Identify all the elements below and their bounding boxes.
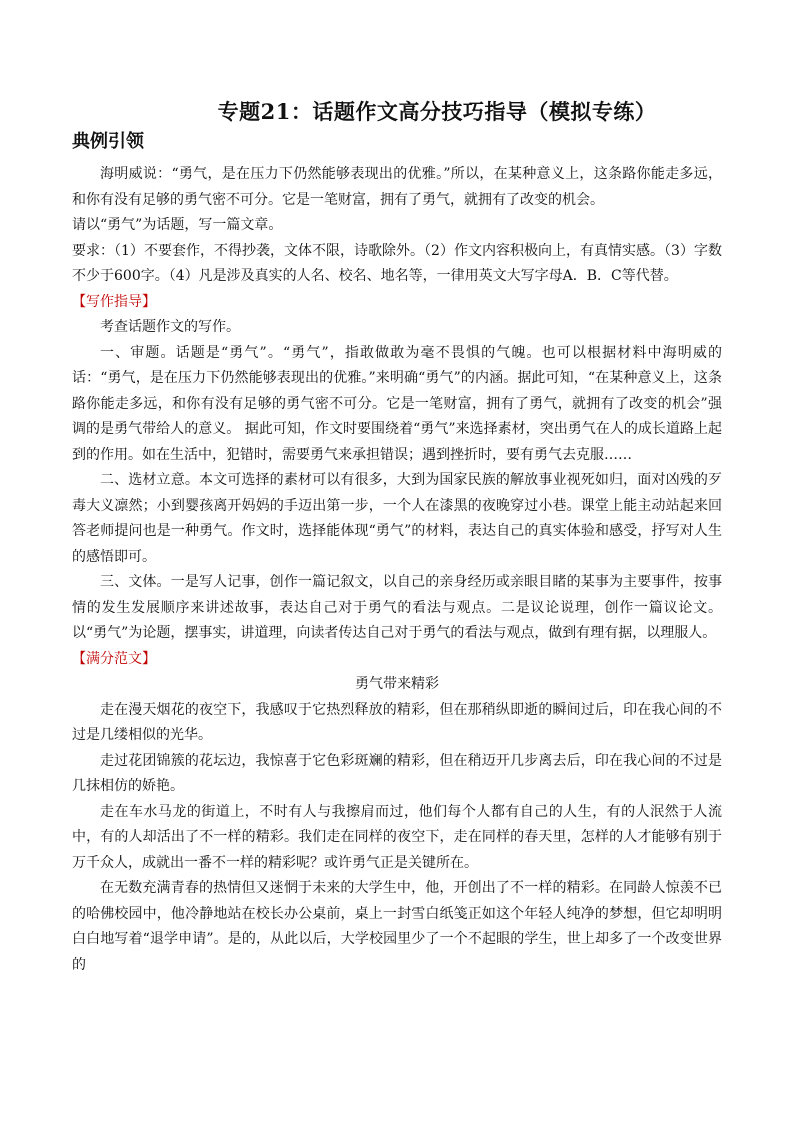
- essay-paragraph: 走在车水马龙的街道上，不时有人与我擦肩而过，他们每个人都有自己的人生，有的人泯然于人流中，有的人却活出了不一样的精彩。我们走在同样的夜空下，走在同样的春天里，怎样的人才能够有别于万千众人，成就出一番不一样的精彩呢？或许勇气正是关键所在。: [72, 803, 722, 871]
- section-heading: 典例引领: [72, 131, 144, 152]
- writing-guidance: [72, 315, 722, 647]
- essay-paragraph: 走在漫天烟花的夜空下，我感叹于它热烈释放的精彩，但在那稍纵即逝的瞬间过后，印在我心间的不过是几缕相似的光华。: [72, 701, 722, 743]
- prompt-requirements: 要求：（1）不要套作，不得抄袭，文体不限，诗歌除外。（2）作文内容积极向上，有真情实感。（3）字数不少于600字。（4）凡是涉及真实的人名、校名、地名等，一律用英文大写字母A．B．C等代替。: [72, 242, 722, 284]
- essay-paragraph: 在无数充满青春的热情但又迷惘于未来的大学生中，他，开创出了不一样的精彩。在同龄人惊羡不已的哈佛校园中，他冷静地站在校长办公桌前，桌上一封雪白纸笺正如这个年轻人纯净的梦想，但它却明明白白地写着“退学申请”。是的，从此以后，大学校园里少了一个不起眼的学生，世上却多了一个改变世界的: [72, 880, 722, 973]
- prompt-task: 请以“勇气”为话题，写一篇文章。: [72, 217, 283, 233]
- essay-title: 勇气带来精彩: [355, 676, 439, 692]
- writing-guidance-label: 【写作指导】: [72, 293, 156, 310]
- guidance-paragraph: 三、文体。一是写人记事，创作一篇记叙文，以自己的亲身经历或亲眼目睹的某事为主要事件，按事情的发生发展顺序来讲述故事，表达自己对于勇气的看法与观点。二是议论说理，创作一篇议论文。以“勇气”为论题，摆事实，讲道理，向读者传达自己对于勇气的看法与观点，做到有理有据，以理服人。: [72, 574, 722, 641]
- model-essay-label: 【满分范文】: [72, 650, 156, 667]
- prompt-quote: 海明威说：“勇气，是在压力下仍然能够表现出的优雅。”所以，在某种意义上，这条路你能走多远，和你有没有足够的勇气密不可分。它是一笔财富，拥有了勇气，就拥有了改变的机会。: [72, 166, 722, 208]
- guidance-paragraph: 考查话题作文的写作。: [100, 319, 240, 335]
- essay-paragraph: 走过花团锦簇的花坛边，我惊喜于它色彩斑斓的精彩，但在稍迈开几步离去后，印在我心间的不过是几抹相仿的娇艳。: [72, 752, 722, 794]
- guidance-paragraph: 一、审题。话题是“勇气”。“勇气”，指敢做敢为毫不畏惧的气魄。也可以根据材料中海明威的话：“勇气，是在压力下仍然能够表现出的优雅。”来明确“勇气”的内涵。据此可知，“在某种意义上，这条路你能走多远，和你有没有足够的勇气密不可分。它是一笔财富，拥有了勇气，就拥有了改变的机会”强调的是勇气带给人的意义。 据此可知，作文时要围绕着“勇气”来选择素材，突出勇气在人的成长道路上起到的作用。如在生活中，犯错时，需要勇气来承担错误；遇到挫折时，要有勇气去克服……: [72, 344, 722, 463]
- page-title: 专题21：话题作文高分技巧指导（模拟专练）: [217, 99, 657, 124]
- model-essay: [72, 672, 722, 978]
- guidance-paragraph: 二、选材立意。本文可选择的素材可以有很多，大到为国家民族的解放事业视死如归，面对凶残的歹毒大义凛然；小到婴孩离开妈妈的手迈出第一步，一个人在漆黑的夜晚穿过小巷。课堂上能主动站起来回答老师提问也是一种勇气。作文时，选择能体现“勇气”的材料，表达自己的真实体验和感受，抒写对人生的感悟即可。: [72, 472, 722, 565]
- prompt-block: [72, 162, 722, 290]
